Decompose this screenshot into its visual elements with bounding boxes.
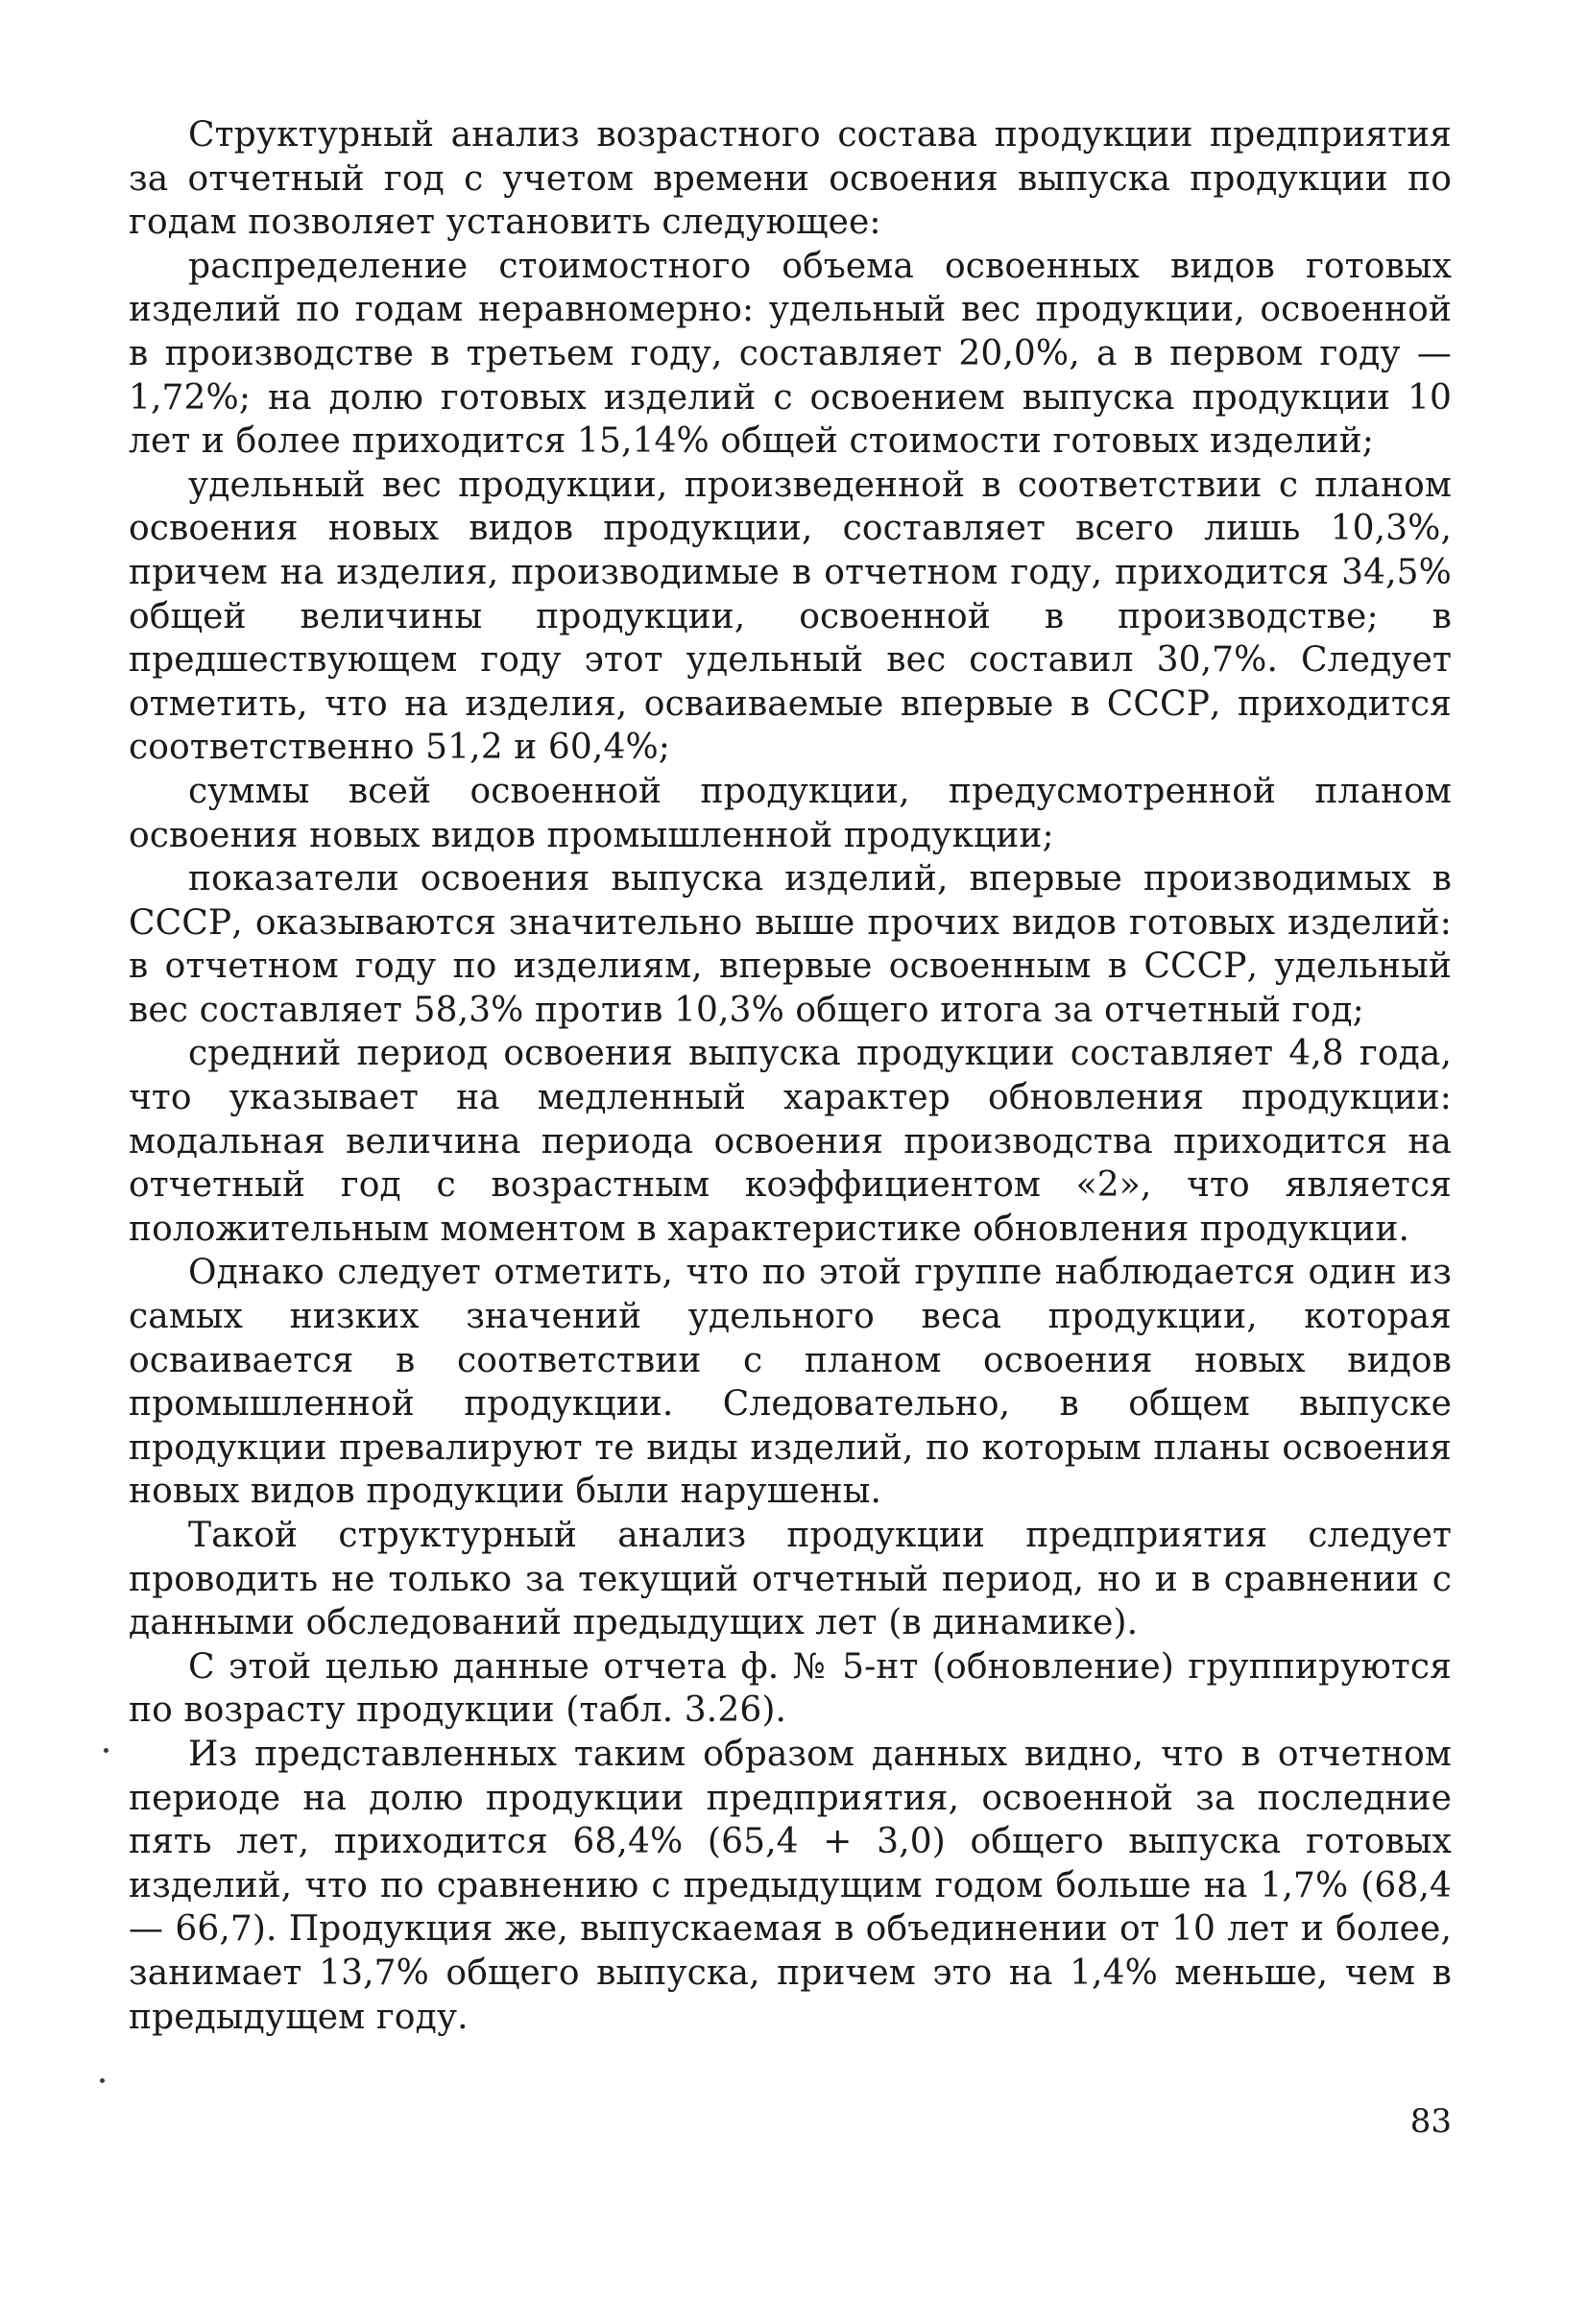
paragraph-report-grouping: С этой целью данные отчета ф. № 5-нт (обновление) группируются по возрасту продукции (табл. 3.26). — [129, 1646, 1452, 1731]
paragraph-dynamics: Такой структурный анализ продукции предприятия следует проводить не только за текущий отчетный период, но и в сравнении с данными обследований предыдущих лет (в динамике). — [129, 1516, 1452, 1643]
scan-speck — [100, 2078, 105, 2083]
scan-speck — [104, 1748, 108, 1753]
body-text — [129, 113, 1452, 2039]
paragraph-intro: Структурный анализ возрастного состава продукции предприятия за отчетный год с учетом времени освоения выпуска продукции по годам позволяет установить следующее: — [129, 115, 1452, 243]
paragraph-conclusion: Из представленных таким образом данных видно, что в отчетном периоде на долю продукции предприятия, освоенной за последние пять лет, приходится 68,4% (65,4 + 3,0) общего выпуска готовых изделий, что по сравнению с предыдущим годом больше на 1,7% (68,4 — 66,7). Продукция же, выпускаемая в объединении от 10 лет и более, занимает 13,7% общего выпуска, причем это на 1,4% меньше, чем в предыдущем году. — [129, 1734, 1452, 2037]
paragraph-however: Однако следует отметить, что по этой группе наблюдается один из самых низких значений удельного веса продукции, которая осваивается в соответствии с планом освоения новых видов промышленной продукции. Следовательно, в общем выпуске продукции превалируют те виды изделий, по которым планы освоения новых видов продукции были нарушены. — [129, 1253, 1452, 1512]
paragraph-average-period: средний период освоения выпуска продукции составляет 4,8 года, что указывает на медленный характер обновления продукции: модальная величина периода освоения производства приходится на отчетный год с возрастным коэффициентом «2», что является положительным моментом в характеристике обновления продукции. — [129, 1034, 1452, 1249]
page-number: 83 — [1409, 2102, 1452, 2141]
paragraph-sums: суммы всей освоенной продукции, предусмотренной планом освоения новых видов промышленной продукции; — [129, 771, 1452, 855]
paragraph-plan-share: удельный вес продукции, произведенной в соответствии с планом освоения новых видов продукции, составляет всего лишь 10,3%, причем на изделия, производимые в отчетном году, приходится 34,5% общей величины продукции, освоенной в производстве; в предшествующем году этот удельный вес составил 30,7%. Следует отметить, что на изделия, осваиваемые впервые в СССР, приходится соответственно 51,2 и 60,4%; — [129, 465, 1452, 768]
paragraph-ussr-indicators: показатели освоения выпуска изделий, впервые производимых в СССР, оказываются значительно выше прочих видов готовых изделий: в отчетном году по изделиям, впервые освоенным в СССР, удельный вес составляет 58,3% против 10,3% общего итога за отчетный год; — [129, 859, 1452, 1030]
paragraph-distribution: распределение стоимостного объема освоенных видов готовых изделий по годам неравномерно: удельный вес продукции, освоенной в производстве в третьем году, составляет 20,0%, а в первом году — 1,72%; на долю готовых изделий с освоением выпуска продукции 10 лет и более приходится 15,14% общей стоимости готовых изделий; — [129, 246, 1452, 462]
